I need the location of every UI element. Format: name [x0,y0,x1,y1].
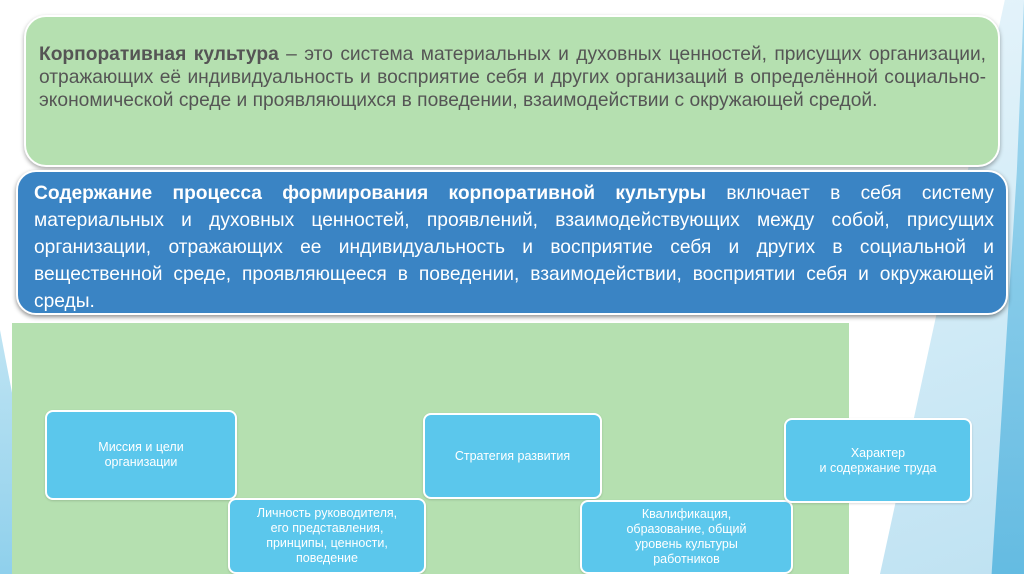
definition-panel [24,15,1000,167]
content-panel [16,170,1008,315]
node-work-label: Характер и содержание труда [819,445,937,475]
node-mission-label: Миссия и цели организации [98,440,184,469]
content-paragraph [34,180,994,315]
definition-paragraph [39,43,986,112]
node-leader-label: Личность руководителя, его представления, принципы, ценности, поведение [256,506,398,565]
definition-text: – это система материальных и духовных ценностей, присущих организации, отражающих её индивидуальность и восприятие себя и других организаций в определённой социально-экономической среде и проявляющихся в поведении, взаимодействии с окружающей средой. [39,44,987,111]
node-qualification [580,500,793,574]
node-strategy-label: Стратегия развития [454,448,571,463]
definition-term: Корпоративная культура [39,44,279,65]
node-qualification-label: Квалификация, образование, общий уровень культуры работников [626,507,747,566]
content-text: включает в себя систему материальных и духовных ценностей, проявлений, взаимодействующих между собой, присущих организации, отражающих ее индивидуальность и восприятие себя и других в социальной и вещественной среде, проявляющееся в поведении, взаимодействии, восприятии себя и окружающей среды. [34,183,994,312]
node-work [784,418,972,503]
content-term: Содержание процесса формирования корпоративной культуры [34,183,707,204]
node-leader [228,498,426,574]
node-strategy [423,413,602,499]
node-mission [45,410,237,500]
